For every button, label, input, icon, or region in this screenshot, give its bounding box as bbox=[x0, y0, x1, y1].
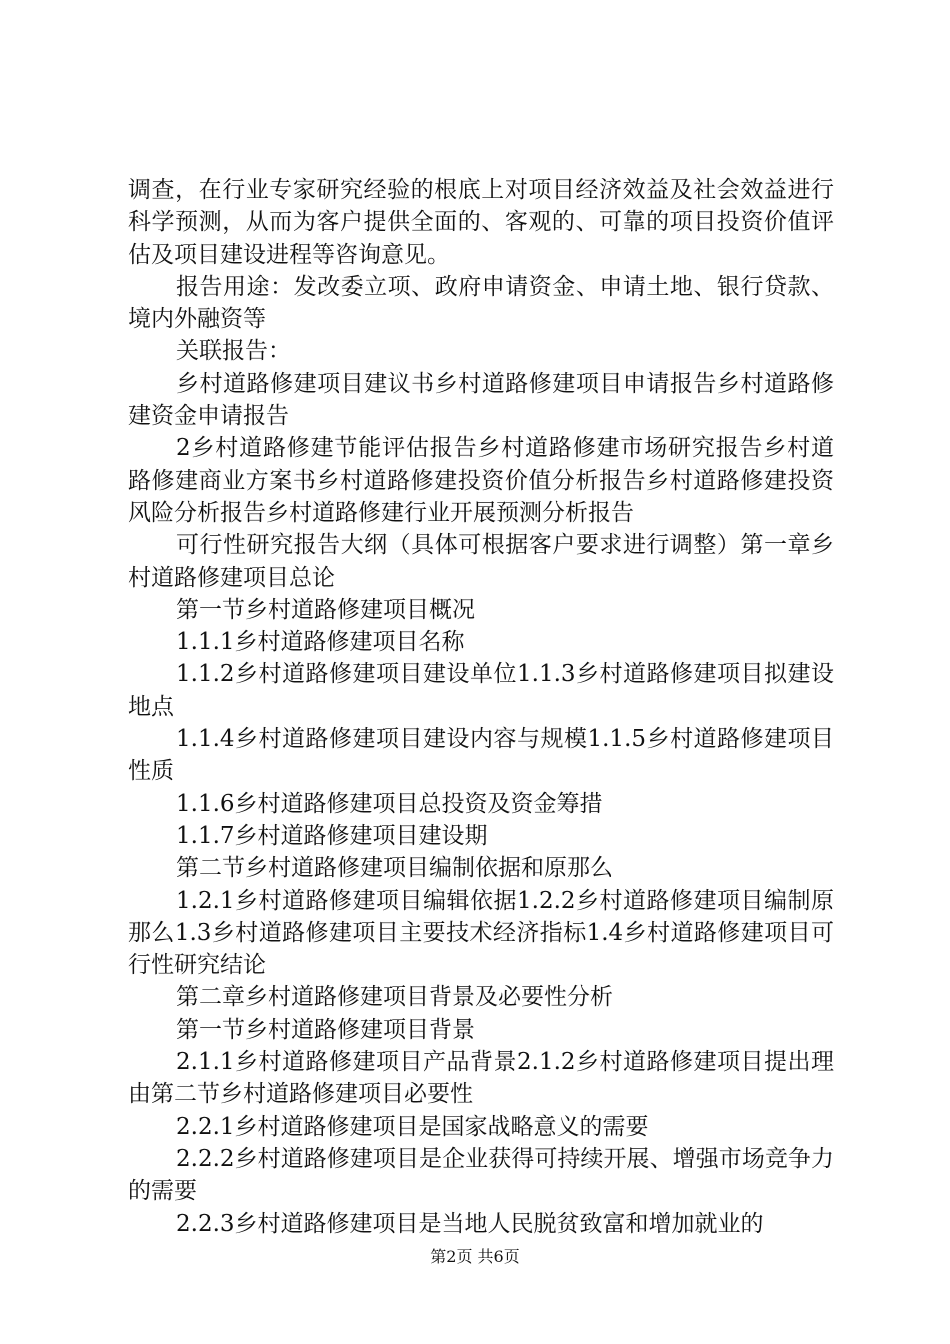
list-item: 1.1.4乡村道路修建项目建设内容与规模1.1.5乡村道路修建项目性质 bbox=[128, 726, 834, 785]
list-item: 2.1.1乡村道路修建项目产品背景2.1.2乡村道路修建项目提出理由第二节乡村道路修建项目必要性 bbox=[128, 1049, 834, 1108]
list-item: 1.1.7乡村道路修建项目建设期 bbox=[176, 822, 488, 849]
list-item: 1.1.1乡村道路修建项目名称 bbox=[176, 629, 465, 656]
section-heading: 第二节乡村道路修建项目编制依据和原那么 bbox=[176, 855, 613, 882]
paragraph: 关联报告： bbox=[176, 338, 291, 365]
paragraph: 乡村道路修建项目建议书乡村道路修建项目申请报告乡村道路修建资金申请报告 bbox=[128, 370, 834, 430]
section-heading: 第一节乡村道路修建项目概况 bbox=[176, 596, 475, 623]
paragraph: 可行性研究报告大纲（具体可根据客户要求进行调整）第一章乡村道路修建项目总论 bbox=[128, 532, 834, 591]
list-item: 1.1.6乡村道路修建项目总投资及资金筹措 bbox=[176, 790, 603, 817]
paragraph: 2乡村道路修建节能评估报告乡村道路修建市场研究报告乡村道路修建商业方案书乡村道路修建投资价值分析报告乡村道路修建投资风险分析报告乡村道路修建行业开展预测分析报告 bbox=[128, 435, 834, 526]
section-heading: 第一节乡村道路修建项目背景 bbox=[176, 1016, 475, 1043]
document-body bbox=[128, 174, 834, 1240]
paragraph: 报告用途：发改委立项、政府申请资金、申请土地、银行贷款、境内外融资等 bbox=[128, 273, 834, 333]
list-item: 1.1.2乡村道路修建项目建设单位1.1.3乡村道路修建项目拟建设地点 bbox=[128, 661, 834, 720]
paragraph: 调查，在行业专家研究经验的根底上对项目经济效益及社会效益进行科学预测，从而为客户提供全面的、客观的、可靠的项目投资价值评估及项目建设进程等咨询意见。 bbox=[128, 177, 834, 268]
chapter-heading: 第二章乡村道路修建项目背景及必要性分析 bbox=[176, 984, 613, 1011]
list-item: 2.2.2乡村道路修建项目是企业获得可持续开展、增强市场竞争力的需要 bbox=[128, 1145, 834, 1205]
list-item: 2.2.1乡村道路修建项目是国家战略意义的需要 bbox=[176, 1113, 649, 1140]
list-item: 2.2.3乡村道路修建项目是当地人民脱贫致富和增加就业的 bbox=[176, 1210, 764, 1237]
page-number-footer: 第2页 共6页 bbox=[430, 1247, 520, 1266]
list-item: 1.2.1乡村道路修建项目编辑依据1.2.2乡村道路修建项目编制原那么1.3乡村道路修建项目主要技术经济指标1.4乡村道路修建项目可行性研究结论 bbox=[128, 887, 834, 979]
